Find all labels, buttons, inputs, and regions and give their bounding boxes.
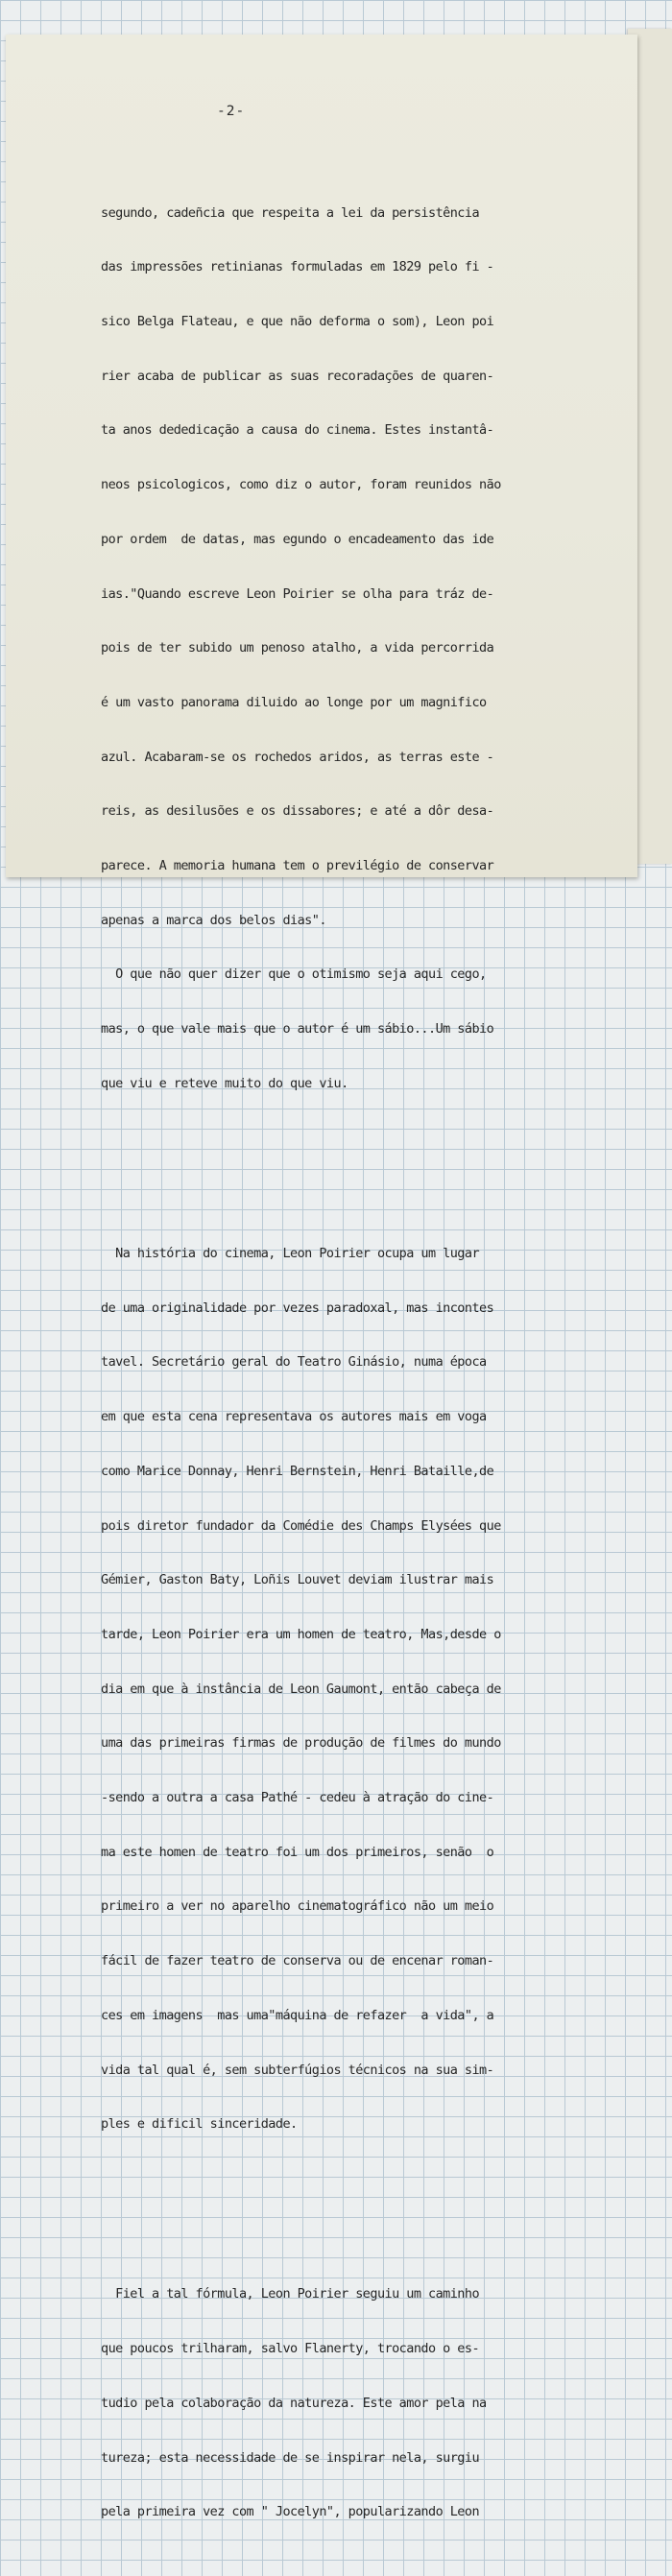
paragraph-gap: [101, 2206, 501, 2213]
text-line: ias."Quando escreve Leon Poirier se olha para tráz de-: [101, 585, 494, 602]
text-line: fácil de fazer teatro de conserva ou de encenar roman-: [101, 1953, 494, 1969]
text-line: Gémier, Gaston Baty, Loñis Louvet deviam ilustrar mais: [101, 1572, 494, 1588]
text-line: primeiro a ver no aparelho cinematográfico não um meio: [101, 1898, 494, 1915]
page-body: [101, 131, 501, 2576]
text-line: mas, o que vale mais que o autor é um sábio...Um sábio: [101, 1021, 494, 1038]
text-line: ces em imagens mas uma"máquina de refazer a vida", a: [101, 2007, 494, 2023]
text-line: é um vasto panorama diluido ao longe por um magnifico: [101, 694, 487, 710]
text-line: segundo, cadeñcia que respeita a lei da persistência: [101, 204, 480, 221]
text-line: -sendo a outra a casa Pathé - cedeu à atração do cine-: [101, 1790, 494, 1806]
paragraph-2: [101, 1208, 501, 2170]
text-line: reis, as desilusões e os dissabores; e até a dôr desa-: [101, 803, 494, 820]
text-line: que poucos trilharam, salvo Flanerty, trocando o es-: [101, 2341, 480, 2357]
text-line: pela primeira vez com " Jocelyn", popularizando Leon: [101, 2504, 480, 2520]
paragraph-3: [101, 2250, 501, 2558]
text-line: uma das primeiras firmas de produção de filmes do mundo: [101, 1735, 501, 1752]
text-line: O que não quer dizer que o otimismo seja aqui cego,: [101, 966, 487, 983]
paragraph-gap: [101, 1165, 501, 1172]
text-line: apenas a marca dos belos dias".: [101, 912, 326, 928]
text-line: pois diretor fundador da Comédie des Champs Elysées que: [101, 1517, 501, 1534]
text-line: sico Belga Flateau, e que não deforma o som), Leon poi: [101, 314, 494, 330]
page-number: -2-: [217, 104, 246, 119]
text-line: ma este homen de teatro foi um dos primeiros, senão o: [101, 1844, 494, 1860]
text-line: de uma originalidade por vezes paradoxal, mas incontes: [101, 1300, 494, 1316]
text-line: tavel. Secretário geral do Teatro Ginásio, numa época: [101, 1354, 487, 1371]
text-line: ta anos dededicação a causa do cinema. Estes instantâ-: [101, 422, 494, 439]
text-line: vida tal qual é, sem subterfúgios técnicos na sua sim-: [101, 2062, 494, 2078]
text-line: Na história do cinema, Leon Poirier ocupa um lugar: [101, 1246, 480, 1262]
text-line: em que esta cena representava os autores mais em voga: [101, 1409, 487, 1425]
paragraph-1: [101, 168, 501, 1130]
text-line: tarde, Leon Poirier era um homen de teatro, Mas,desde o: [101, 1626, 501, 1642]
text-line: que viu e reteve muito do que viu.: [101, 1075, 348, 1091]
text-line: tureza; esta necessidade de se inspirar nela, surgiu: [101, 2449, 480, 2466]
text-line: por ordem de datas, mas egundo o encadeamento das ide: [101, 531, 494, 547]
text-line: como Marice Donnay, Henri Bernstein, Henri Bataille,de: [101, 1463, 494, 1479]
text-line: neos psicologicos, como diz o autor, foram reunidos não: [101, 477, 501, 493]
text-line: tudio pela colaboração da natureza. Este amor pela na: [101, 2395, 487, 2411]
text-line: azul. Acabaram-se os rochedos aridos, as terras este -: [101, 749, 494, 765]
text-line: das impressões retinianas formuladas em 1829 pelo fi -: [101, 259, 494, 275]
text-line: parece. A memoria humana tem o previlégio de conservar: [101, 858, 494, 874]
text-line: dia em que à instância de Leon Gaumont, então cabeça de: [101, 1681, 501, 1697]
text-line: ples e dificil sinceridade.: [101, 2116, 298, 2133]
text-line: Fiel a tal fórmula, Leon Poirier seguiu um caminho: [101, 2286, 480, 2302]
text-line: rier acaba de publicar as suas recoradações de quaren-: [101, 368, 494, 384]
text-line: pois de ter subido um penoso atalho, a vida percorrida: [101, 640, 494, 656]
